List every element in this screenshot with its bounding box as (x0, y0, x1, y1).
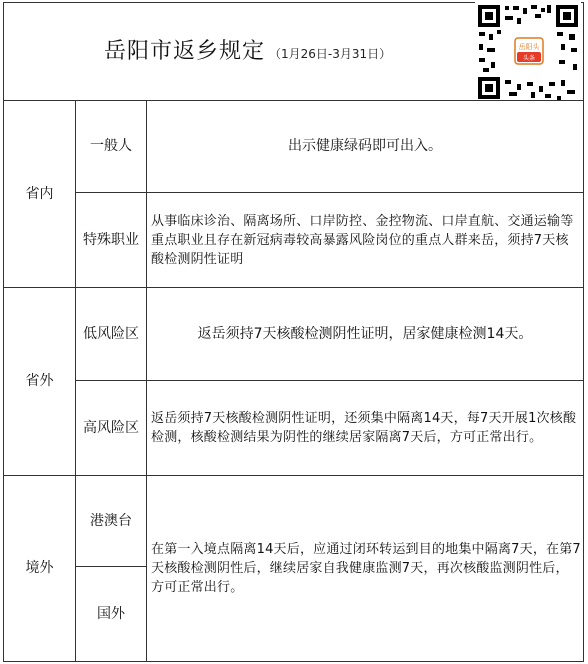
group-label-outside-province: 省外 (25, 373, 54, 389)
document-title (104, 34, 391, 74)
group-label-overseas: 境外 (25, 560, 54, 576)
qr-badge-line1: 岳阳头 (518, 43, 540, 51)
group-label-province: 省内 (25, 185, 54, 202)
rule-overseas: 在第一入境点隔离14天后，应通过闭环转运到目的地集中隔离7天，在第7天核酸检测阴性后，继续居家自我健康监测7天，再次核酸监测阴性后，方可正常出行。 (151, 542, 581, 595)
rule-special-occupation: 从事临床诊治、隔离场所、口岸防控、金控物流、口岸直航、交通运输等重点职业且存在新冠病毒较高暴露风险岗位的重点人群来岳，须持7天核酸检测阴性证明 (151, 213, 574, 267)
category-general: 一般人 (90, 138, 132, 154)
category-high-risk: 高风险区 (83, 419, 139, 436)
category-special-occupation: 特殊职业 (83, 231, 139, 248)
rule-low-risk: 返岳须持7天核酸检测阴性证明，居家健康检测14天。 (197, 325, 533, 342)
qr-badge-line2: 头条 (522, 55, 536, 62)
rule-high-risk: 返岳须持7天核酸检测阴性证明，还须集中隔离14天，每7天开展1次核酸检测，核酸检测结果为阴性的继续居家隔离7天后，方可正常出行。 (151, 411, 577, 445)
category-hk-macao-taiwan: 港澳台 (90, 512, 132, 529)
title-main: 岳阳市返乡规定 (104, 39, 266, 64)
qr-code-icon (475, 2, 581, 102)
rule-general: 出示健康绿码即可出入。 (288, 138, 442, 154)
title-date-range: （1月26日-3月31日） (269, 47, 392, 61)
category-foreign: 国外 (97, 605, 125, 622)
category-low-risk: 低风险区 (83, 325, 139, 342)
